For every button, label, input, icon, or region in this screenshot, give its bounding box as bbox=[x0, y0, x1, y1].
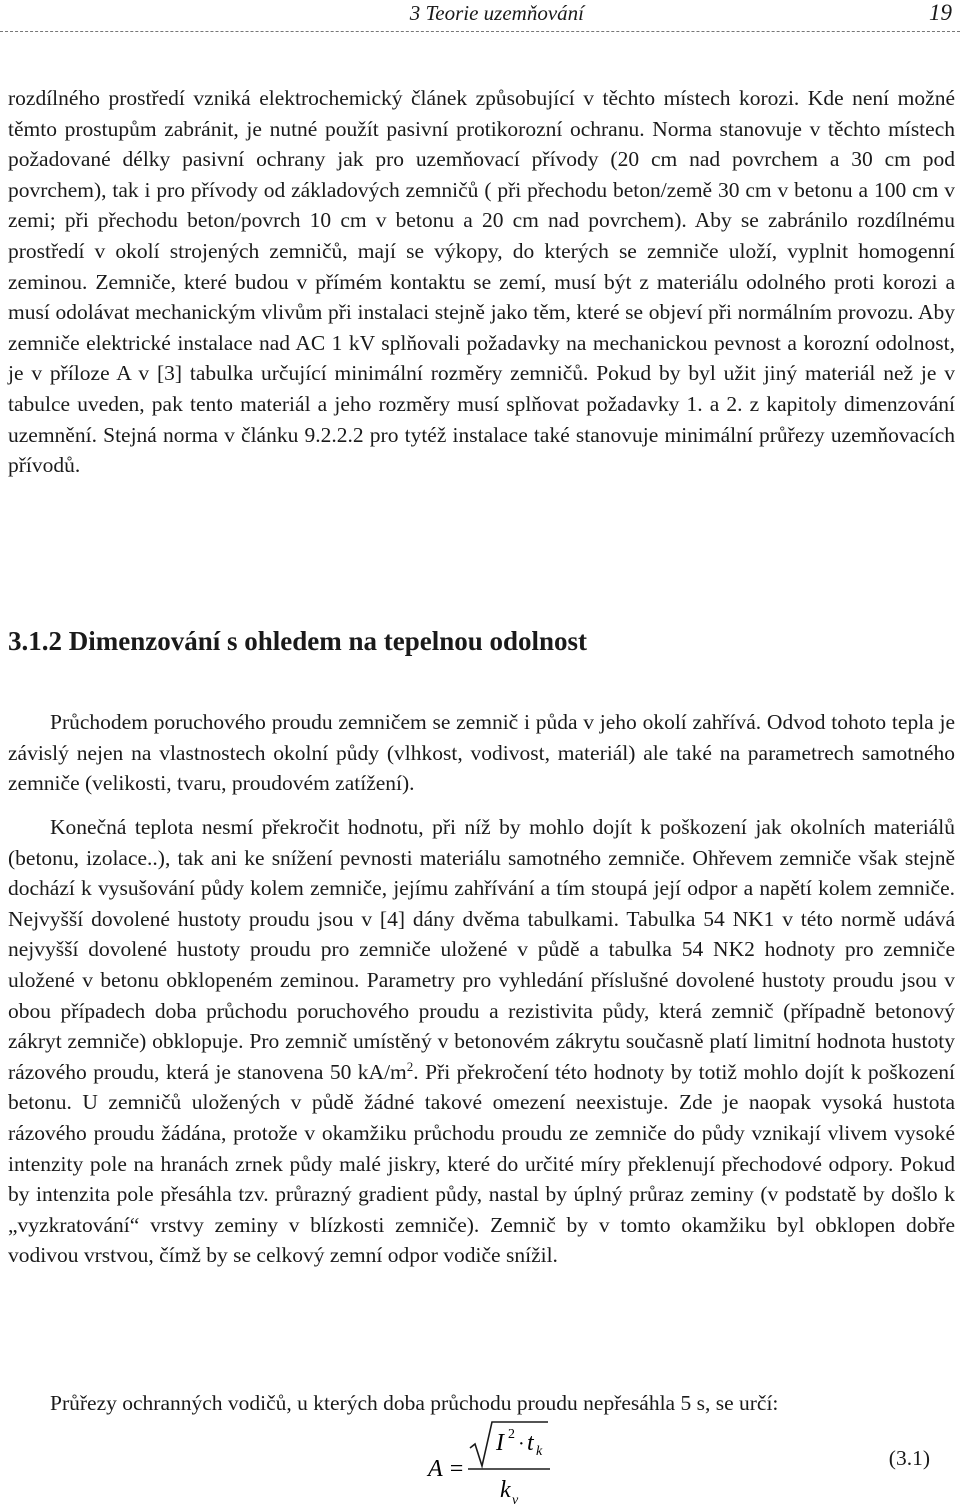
formula-subscript-v: v bbox=[512, 1493, 519, 1508]
formula-graphic bbox=[0, 1420, 960, 1510]
formula-exponent: 2 bbox=[508, 1427, 515, 1442]
page-number: 19 bbox=[929, 0, 952, 25]
equation-number: (3.1) bbox=[888, 1446, 930, 1470]
paragraph-current-density bbox=[8, 812, 955, 1271]
formula-3-1 bbox=[0, 1420, 960, 1510]
page-header bbox=[0, 0, 960, 30]
paragraph-cross-sections: Průřezy ochranných vodičů, u kterých doba průchodu proudu nepřesáhla 5 s, se určí: bbox=[50, 1391, 779, 1415]
formula-lhs: A = bbox=[428, 1456, 465, 1482]
formula-dot: · bbox=[518, 1433, 525, 1455]
superscript-exponent: 2 bbox=[406, 1058, 414, 1074]
formula-var-i: I bbox=[496, 1430, 504, 1456]
paragraph-text-part1: Konečná teplota nesmí překročit hodnotu, při níž by mohlo dojít k poškození jak okolních materiálů (betonu, izolace..), tak ani ke snížení pevnosti materiálu samotného zemniče. Ohřevem zemniče však stejně dochází k vysušování půdy kolem zemniče, jejímu zahřívání a tím stoupá její odpor a napětí kolem zemniče. Nejvyšší dovolené hustoty proudu jsou v [4] dány dvěma tabulkami. Tabulka 54 NK1 v této normě udává nejvyšší dovolené hustoty proudu pro zemniče uložené v půdě a tabulka 54 NK2 hodnoty pro zemniče uložené v betonu obklopeném zeminou. Parametry pro vyhledání příslušné dovolené hustoty proudu jsou v obou případech doba průchodu poruchového proudu a rezistivita půdy, která zemnič (případně betonový zákryt zemniče) obklopuje. Pro zemnič umístěný v betonovém zákrytu současně platí limitní hodnota hustoty rázového proudu, která je stanovena 50 kA/m bbox=[8, 815, 955, 1084]
formula-subscript-k: k bbox=[536, 1444, 543, 1459]
formula-var-t: t bbox=[527, 1430, 534, 1456]
section-heading: 3.1.2 Dimenzování s ohledem na tepelnou odolnost bbox=[8, 626, 588, 656]
formula-denominator-k: k bbox=[500, 1477, 511, 1503]
paragraph-text-part2: . Při překročení této hodnoty by totiž mohlo dojít k poškození betonu. U zemničů uložených v půdě žádné takové omezení neexistuje. Zde je naopak vysoká hustota rázového proudu žádána, protože v okamžiku průchodu proudu ze zemniče do půdy vznikají vlivem vysoké intenzity pole na hranách zrnek půdy malé jiskry, které do určité míry překlenují přechodové odpory. Pokud by intenzita pole přesáhla tzv. průrazný gradient půdy, nastal by úplný průraz zeminy (v podstatě by došlo k „vyzkratování“ vrstvy zeminy v blízkosti zemniče). Zemnič by v tomto okamžiku byl obklopen dobře vodivou vrstvou, čímž by se celkový zemní odpor vodiče snížil. bbox=[8, 1059, 956, 1268]
header-divider bbox=[0, 31, 960, 32]
paragraph-corrosion: rozdílného prostředí vzniká elektrochemický článek způsobující v těchto místech korozi. Kde není možné těmto prostupům zabránit, je nutné použít pasivní protikorozní ochranu. Norma stanovuje v těchto místech požadované délky pasivní ochrany jak pro uzemňovací přívody (20 cm nad povrchem a 30 cm pod povrchem), tak i pro přívody od základových zemničů ( při přechodu beton/země 30 cm v betonu a 100 cm v zemi; při přechodu beton/povrch 10 cm v betonu a 20 cm nad povrchem). Aby se zabránilo rozdílnému prostředí v okolí strojených zemničů, mají se výkopy, do kterých se zemniče uloží, vyplnit homogenní zeminou. Zemniče, které budou v přímém kontaktu se zemí, musí být z materiálu odolného proti korozi a musí odolávat mechanickým vlivům při instalaci stejně jako těm, které se objeví při normálním provozu. Aby zemniče elektrické instalace nad AC 1 kV splňovali požadavky na mechanickou pevnost a korozní odolnost, je v příloze A v [3] tabulka určující minimální rozměry zemničů. Pokud by byl užit jiný materiál než je v tabulce uveden, pak tento materiál a jeho rozměry musí splňovat požadavky 1. a 2. z kapitoly dimenzování uzemnění. Stejná norma v článku 9.2.2.2 pro tytéž instalace také stanovuje minimální průřezy uzemňovacích přívodů. bbox=[8, 86, 955, 478]
chapter-title: 3 Teorie uzemňování bbox=[409, 1, 584, 25]
paragraph-heat-dissipation: Průchodem poruchového proudu zemničem se zemnič i půda v jeho okolí zahřívá. Odvod tohoto tepla je závislý nejen na vlastnostech okolní půdy (vlhkost, vodivost, materiál) ale také na parametrech samotného zemniče (velikosti, tvaru, proudovém zatížení). bbox=[8, 710, 955, 796]
